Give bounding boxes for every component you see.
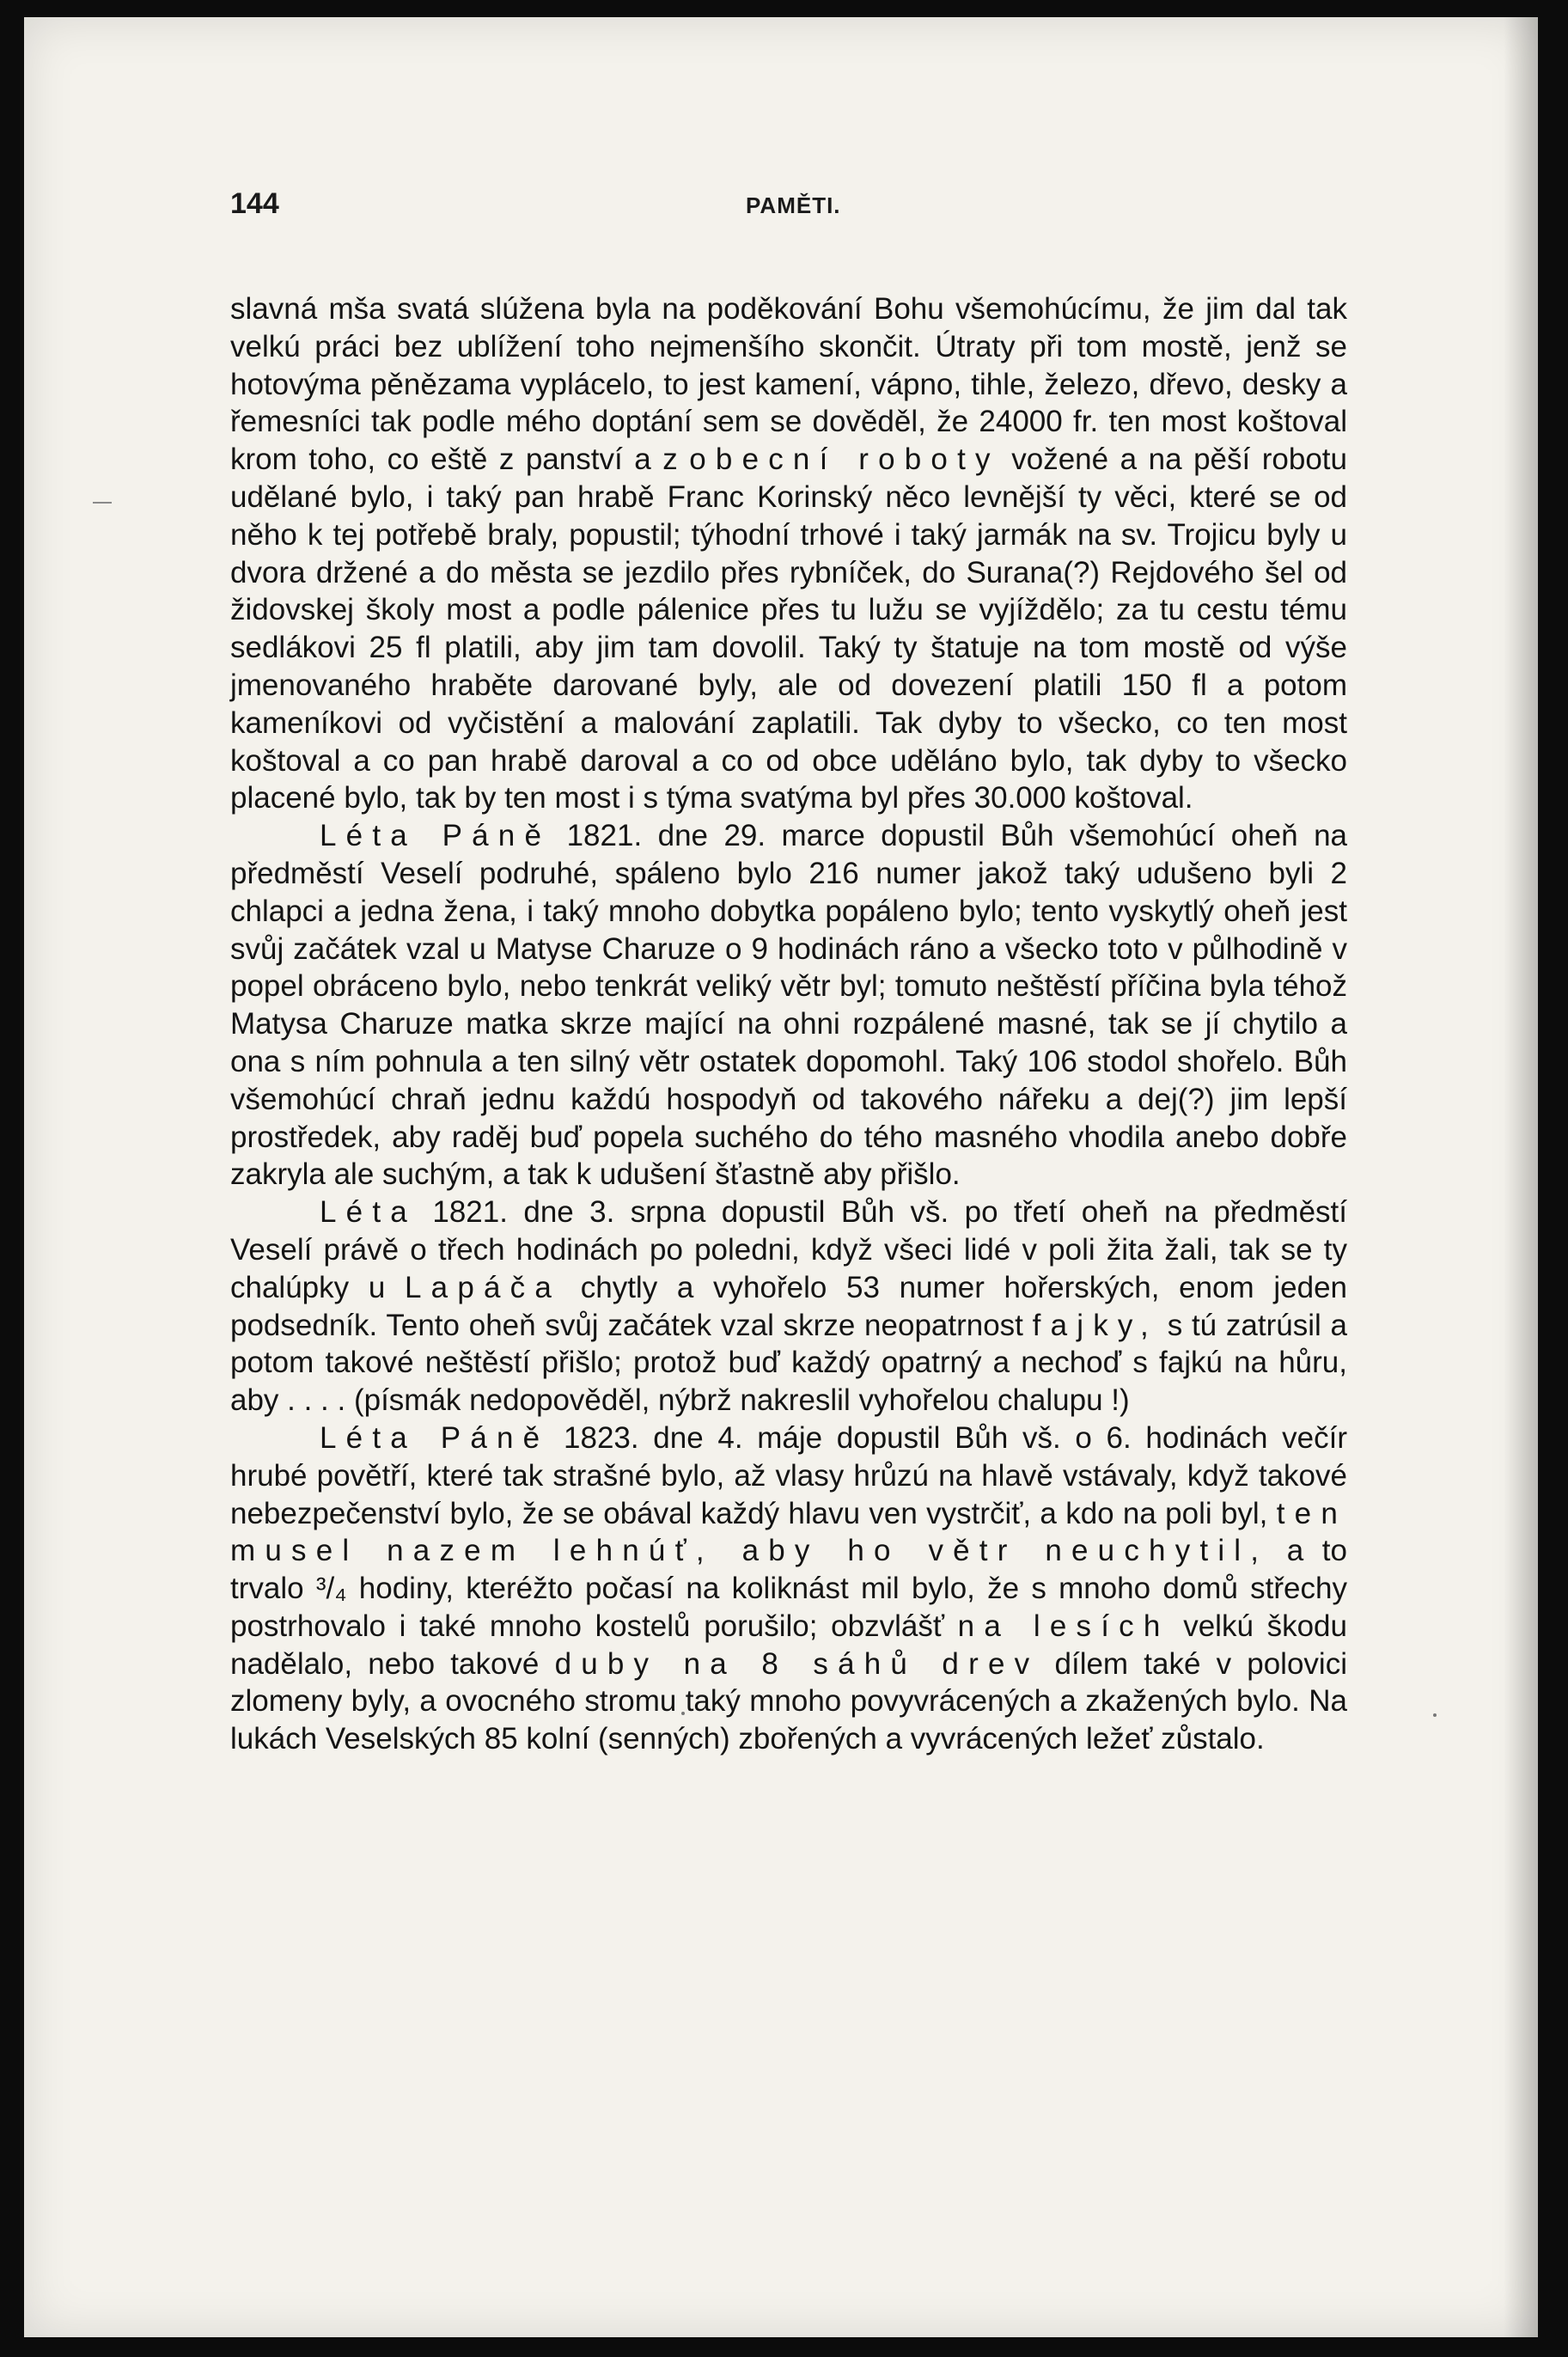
running-title: PAMĚTI.: [746, 192, 841, 218]
text-segment: velkú škodu nadělalo, nebo takové: [230, 1609, 1347, 1681]
paragraph-fire-1821-march: [230, 817, 1347, 1194]
text-segment: vožené a na pěší robotu udělané bylo, i taký pan hrabě Franc Korinský něco levnější ty věci, které se od něho k tej potřebě braly, popustil; týhodní trhové i taký jarmák na sv. Trojicu byly u dvora držené a do města se jezdilo přes rybníček, do Surana(?) Rejdového šel od židovskej školy most a podle pálenice přes tu lužu se vyjíždělo; za tu cestu tému sedlákovi 25 fl platili, aby jim tam dovolil. Taký ty štatuje na tom mostě od výše jmenovaného hraběte darované byly, ale od dovezení platili 150 fl a potom kameníkovi od vyčistění a malování zaplatili. Tak dyby to všecko, co ten most koštoval a co pan hrabě daroval a co od obce uděláno bylo, tak dyby to všecko placené bylo, tak by ten most i s týma svatýma byl přes 30.000 koštoval.: [230, 443, 1347, 815]
text-segment: a to trvalo: [230, 1534, 1347, 1606]
spaced-emphasis: obecní roboty: [689, 443, 1000, 477]
spaced-emphasis: Léta Páně: [320, 819, 552, 853]
spaced-emphasis: Léta: [320, 1195, 417, 1230]
text-segment: 1821. dne 29. marce dopustil Bůh všemohúcí oheň na předměstí Veselí podruhé, spáleno bylo 216 numer jakož taký udušeno byli 2 chlapci a jedna žena, i taký mnoho dobytka popáleno bylo; tento vyskytlý oheň jest svůj začátek vzal u Matyse Charuze o 9 hodinách ráno a všecko toto v půlhodině v popel obráceno bylo, nebo tenkrát veliký větr byl; tomuto neštěstí příčina byla téhož Matysa Charuze matka skrze mající na ohni rozpálené masné, tak se jí chytilo a ona s ním pohnula a ten silný větr ostatek dopomohl. Taký 106 stodol shořelo. Bůh všemohúcí chraň jednu každú hospodyň od takového nářeku a dej(?) jim lepší prostředek, aby raděj buď popela suchého do tého masného vhodila anebo dobře zakryla ale suchým, a tak k udušení šťastně aby přišlo.: [230, 819, 1347, 1192]
scanned-page: [24, 17, 1538, 2337]
spaced-emphasis: na lesích: [957, 1609, 1170, 1643]
text-segment: hodiny, kteréžto počasí na koliknást mil bylo, že s mnoho domů střechy postrhovalo i také mnoho kostelů porušilo; obzvlášť: [230, 1572, 1347, 1643]
paragraph-fire-1821-august: [230, 1194, 1347, 1420]
spaced-emphasis: duby na 8 sáhů drev: [554, 1646, 1040, 1681]
fraction: ³/₄: [315, 1572, 347, 1606]
margin-pencil-mark: [93, 502, 112, 504]
paragraph-storm-1823: [230, 1420, 1347, 1758]
ink-speck: [1433, 1713, 1437, 1717]
page-edge-shadow: [1504, 17, 1538, 2337]
text-segment: slavná mša svatá slúžena byla na poděkování Bohu všemohúcímu, že jim dal tak velkú práci bez ublížení toho nejmenšího skončit. Útraty při tom mostě, jenž se hotovýma pěnězama vyplácelo, to jest kamení, vápno, tihle, železo, dřevo, desky a řemesníci tak podle mého doptání sem se dověděl, že 24000 fr. ten most koštoval krom toho, co eště z panství a z: [230, 292, 1347, 477]
spaced-emphasis: ten musel nazem lehnúť, aby ho větr neuchytil,: [230, 1496, 1347, 1568]
text-segment: s tú zatrúsil a potom takové neštěstí přišlo; protož buď každý opatrný a nechoď s fajkú na hůru, aby . . . . (písmák nedopověděl, nýbrž nakreslil vyhořelou chalupu !): [230, 1308, 1347, 1418]
text-segment: chytly a vyhořelo 53 numer hořerských, enom jeden podsedník. Tento oheň svůj začátek vzal skrze neopatrnost: [230, 1270, 1348, 1342]
text-segment: 1823. dne 4. máje dopustil Bůh vš. o 6. hodinách večír hrubé povětří, které tak strašné bylo, až vlasy hrůzú na hlavě vstávaly, když takové nebezpečenství bylo, že se obával každý hlavu ven vystrčiť, a kdo na poli byl,: [230, 1420, 1348, 1530]
spaced-emphasis: Lapáča: [405, 1270, 562, 1304]
spaced-emphasis: fajky,: [1032, 1308, 1158, 1342]
body-text: [230, 290, 1347, 1758]
paragraph-bridge-cost: [230, 290, 1347, 817]
spaced-emphasis: Léta Páně: [320, 1420, 550, 1455]
page-header: [230, 187, 1347, 239]
text-segment: dílem také v polovici zlomeny byly, a ovocného stromu taký mnoho povyvrácených a zkažených bylo. Na lukách Veselských 85 kolní (senných) zbořených a vyvrácených ležeť zůstalo.: [230, 1646, 1347, 1756]
page-number: 144: [230, 187, 279, 220]
text-segment: 1821. dne 3. srpna dopustil Bůh vš. po třetí oheň na předměstí Veselí právě o třech hodinách po poledni, když všeci lidé v poli žita žali, tak se ty chalúpky u: [230, 1195, 1347, 1304]
